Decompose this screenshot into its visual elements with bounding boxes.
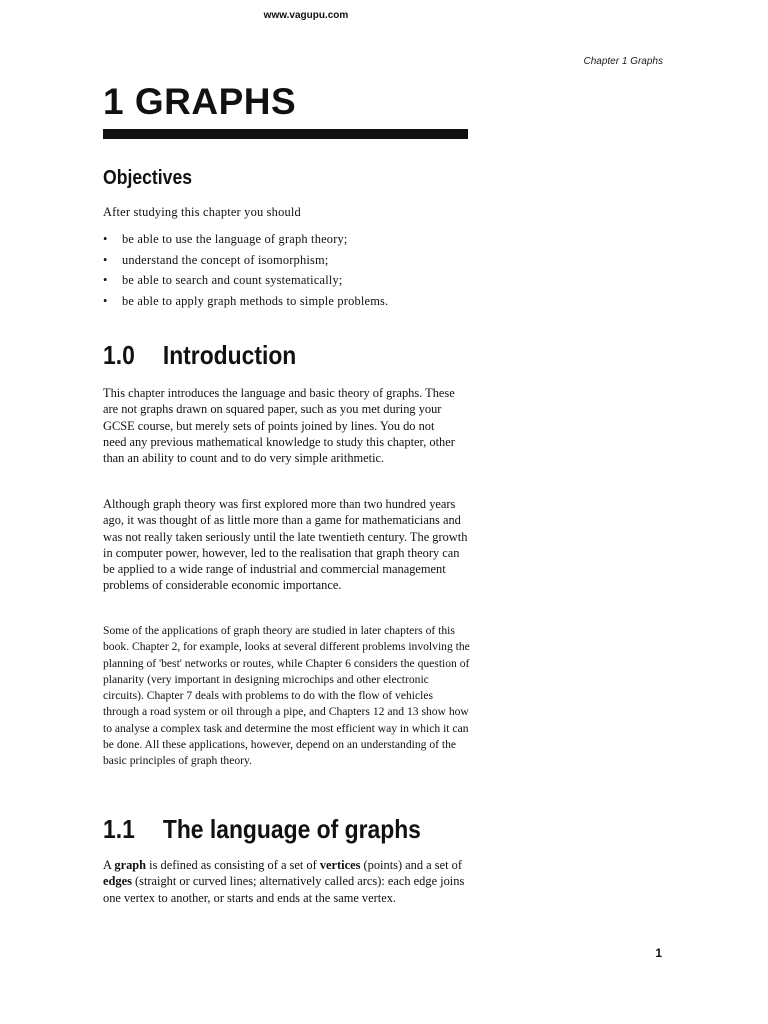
section-number: 1.0 <box>103 340 135 370</box>
text-run: A <box>103 858 115 872</box>
text-run: (straight or curved lines; alternatively called arcs): each edge joins one vertex to another, or starts and ends at the same vertex. <box>103 874 465 905</box>
list-item-text: be able to use the language of graph theory; <box>122 232 348 246</box>
text-run: (points) and a set of <box>360 858 462 872</box>
objectives-lead: After studying this chapter you should <box>103 205 301 219</box>
objectives-heading: Objectives <box>103 167 193 189</box>
objectives-list <box>103 229 503 312</box>
list-item-text: understand the concept of isomorphism; <box>122 252 329 267</box>
list-item-text: be able to apply graph methods to simple problems. <box>122 294 389 309</box>
bullet-icon: • <box>103 252 108 267</box>
term-vertices: vertices <box>319 858 361 872</box>
bullet-icon: • <box>103 232 108 246</box>
title-rule <box>103 129 468 139</box>
page-number: 1 <box>655 946 662 960</box>
language-paragraph <box>103 857 469 906</box>
intro-paragraph-3: Some of the applications of graph theory are studied in later chapters of this book. Chapter 2, for example, looks at several different problems involving the planning of 'best' networks or routes, while Chapter 6 considers the question of planarity (very important in designing microchips and other electronic circuits). Chapter 7 deals with problems to do with the flow of vehicles through a road system or oil through a pipe, and Chapters 12 and 13 show how to analyse a complex task and determine the most efficient way in which it can be done. All these applications, however, depend on an understanding of the basic principles of graph theory. <box>103 624 470 768</box>
bullet-icon: • <box>103 273 108 288</box>
source-url: www.vagupu.com <box>263 10 349 21</box>
list-item <box>103 229 503 250</box>
section-title: Introduction <box>162 340 297 370</box>
term-graph: graph <box>114 858 147 872</box>
term-edges: edges <box>103 874 132 889</box>
list-item <box>103 250 503 271</box>
section-number: 1.1 <box>103 814 135 844</box>
chapter-title: 1 GRAPHS <box>103 81 297 122</box>
intro-paragraph-1: This chapter introduces the language and basic theory of graphs. These are not graphs drawn on squared paper, such as you met during your GCSE course, but merely sets of points joined by lines. You do not need any previous mathematical knowledge to study this chapter, other than an ability to count and to do very simple arithmetic. <box>103 386 455 466</box>
text-run: is defined as consisting of a set of <box>146 858 320 872</box>
list-item-text: be able to search and count systematically; <box>122 273 343 288</box>
section-heading-language-of-graphs <box>103 812 421 846</box>
section-heading-introduction <box>103 338 296 372</box>
bullet-icon: • <box>103 294 108 309</box>
list-item <box>103 270 503 291</box>
list-item <box>103 291 503 312</box>
section-title: The language of graphs <box>162 814 421 844</box>
running-head: Chapter 1 Graphs <box>583 56 663 67</box>
intro-paragraph-2: Although graph theory was first explored more than two hundred years ago, it was thought of as little more than a game for mathematicians and was not really taken seriously until the late twentieth century. The growth in computer power, however, led to the realisation that graph theory can be applied to a wide range of industrial and commercial management problems of considerable economic importance. <box>103 497 468 593</box>
